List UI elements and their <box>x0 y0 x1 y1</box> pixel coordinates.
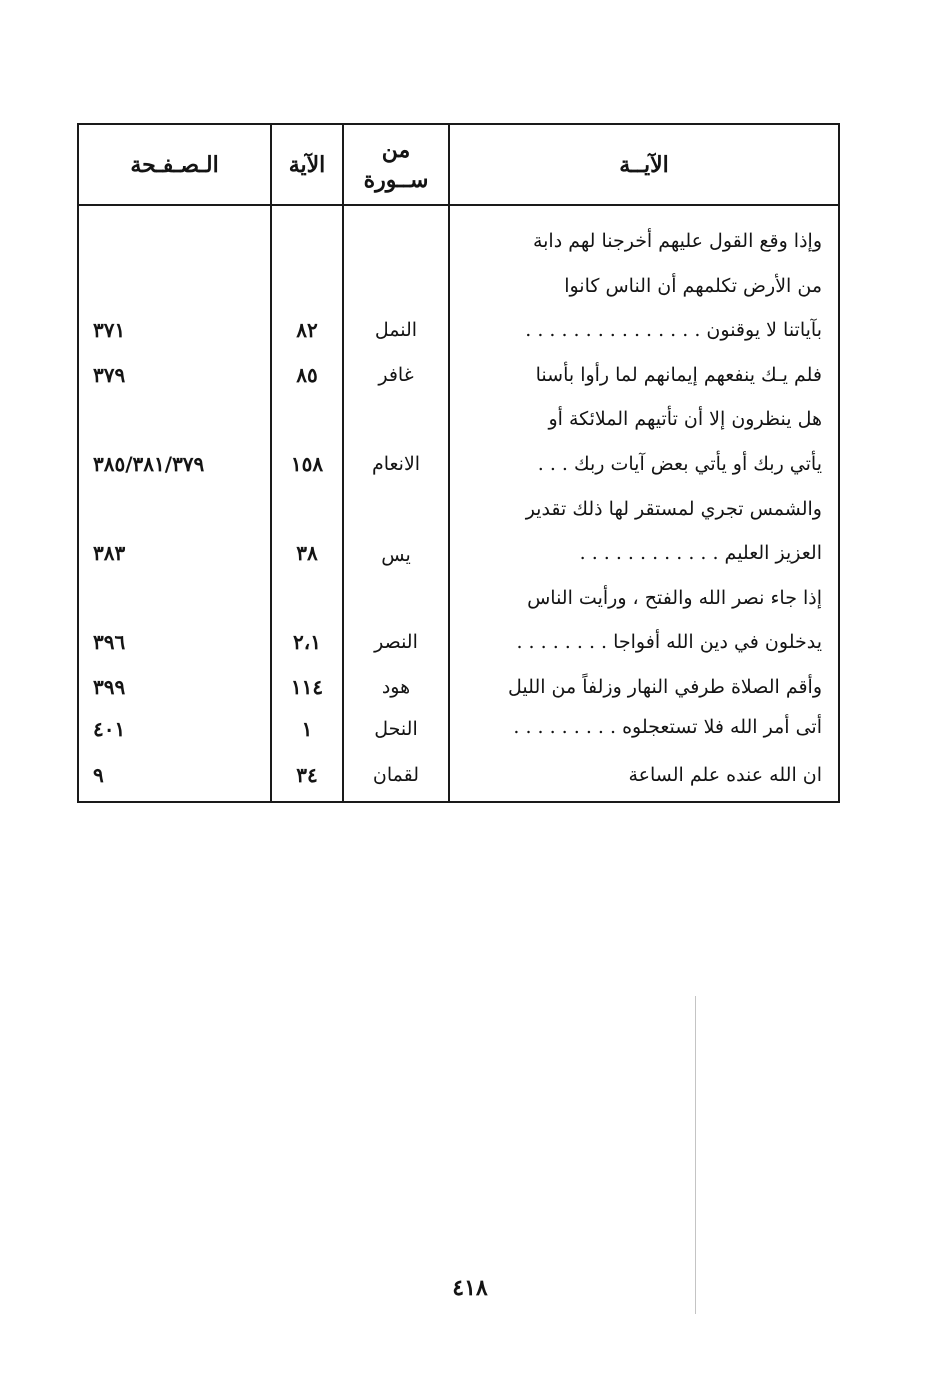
header-verse: الآيــة <box>619 151 669 178</box>
ayah-cell: ٨٢ <box>296 318 318 342</box>
surah-cell: يس <box>381 544 411 566</box>
page-cell: ٣٨٣ <box>93 541 126 565</box>
header-surah-line2: ســورة <box>363 166 429 193</box>
verse-line: ان الله عنده علم الساعة <box>628 764 822 786</box>
ayah-cell: ٣٨ <box>296 541 318 565</box>
surah-cell: النحل <box>374 718 418 740</box>
verse-line: من الأرض تكلمهم أن الناس كانوا <box>564 275 822 297</box>
verse-line: وإذا وقع القول عليهم أخرجنا لهم دابة <box>532 230 822 252</box>
verse-line: أتى أمر الله فلا تستعجلوه . . . . . . . . . <box>513 716 822 738</box>
header-ayah: الآية <box>288 151 326 178</box>
header-page: الـصـفـحة <box>130 151 219 178</box>
page-cell: ٣٩٩ <box>93 675 126 699</box>
page-number: ٤١٨ <box>452 1275 488 1301</box>
page-cell: ٩ <box>93 763 104 787</box>
column-divider <box>448 125 450 801</box>
verse-line: العزيز العليم . . . . . . . . . . . . <box>579 542 822 564</box>
scan-margin-line <box>695 996 696 1314</box>
verse-line: يدخلون في دين الله أفواجا . . . . . . . . <box>516 631 822 653</box>
verse-line: وأقم الصلاة طرفي النهار وزلفاً من الليل <box>508 676 822 698</box>
header-surah <box>344 125 448 204</box>
verse-line: فلم يـك ينفعهم إيمانهم لما رأوا بأسنا <box>535 364 822 386</box>
header-surah-line1: من <box>381 136 411 163</box>
ayah-cell: ٢،١ <box>293 630 321 654</box>
page-cell: ٣٩٦ <box>93 630 126 654</box>
page-cell: ٤٠١ <box>93 717 126 741</box>
verse-line: هل ينظرون إلا أن تأتيهم الملائكة أو <box>548 408 822 430</box>
verse-line: إذا جاء نصر الله والفتح ، ورأيت الناس <box>527 587 822 609</box>
ayah-cell: ١ <box>301 717 313 741</box>
ayah-cell: ٣٤ <box>296 763 318 787</box>
surah-cell: هود <box>381 676 411 698</box>
ayah-cell: ١١٤ <box>290 675 324 699</box>
ayah-cell: ١٥٨ <box>290 452 324 476</box>
verse-index-table <box>77 123 840 803</box>
surah-cell: النمل <box>374 319 418 341</box>
page-cell: ٣٨٥/٣٨١/٣٧٩ <box>93 452 205 476</box>
page-cell: ٣٧١ <box>93 318 126 342</box>
verse-line: يأتي ربك أو يأتي بعض آيات ربك . . . <box>537 453 822 475</box>
surah-cell: لقمان <box>372 764 420 786</box>
verse-line: بآياتنا لا يوقنون . . . . . . . . . . . . . . . <box>525 319 822 341</box>
surah-cell: غافر <box>378 364 414 386</box>
header-divider <box>79 204 838 206</box>
ayah-cell: ٨٥ <box>296 363 318 387</box>
page-cell: ٣٧٩ <box>93 363 126 387</box>
verse-line: والشمس تجري لمستقر لها ذلك تقدير <box>525 498 822 520</box>
surah-cell: الانعام <box>371 453 421 475</box>
surah-cell: النصر <box>374 631 418 653</box>
